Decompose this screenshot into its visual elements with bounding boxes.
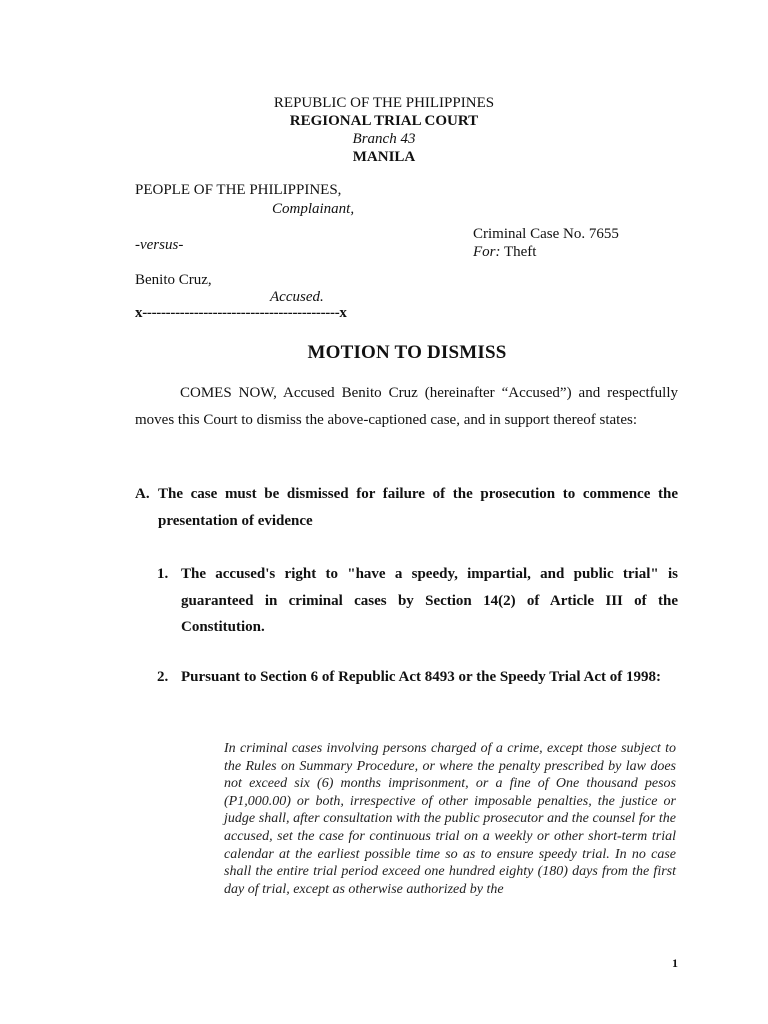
offense-line [473,244,536,261]
section-a-heading [135,481,678,534]
section-a-text: The case must be dismissed for failure of the prosecution to commence the presentation of evidence [158,486,678,529]
offense-label: For: [473,244,501,260]
list-item [157,561,678,641]
section-a-label: A. [135,486,150,502]
republic-line: REPUBLIC OF THE PHILIPPINES [273,95,495,111]
accused-role: Accused. [270,289,324,305]
motion-title: MOTION TO DISMISS [307,342,507,363]
plaintiff-role: Complainant, [272,201,355,217]
statute-quote: In criminal cases involving persons charged of a crime, except those subject to the Rules on Summary Procedure, or where the penalty prescribed by law does not exceed six (6) months imprisonment, or a fine of One thousand pesos (P1,000.00) or both, irrespective of other imposable penalties, the justice or judge shall, after consultation with the public prosecutor and the counsel for the accused, set the case for continuous trial on a weekly or other short-term trial calendar at the earliest possible time so as to ensure speedy trial. In no case shall the entire trial period exceed one hundred eighty (180) days from the first day of trial, except as otherwise authorized by the [224,741,676,897]
case-number: Criminal Case No. 7655 [473,226,619,242]
item-text: The accused's right to "have a speedy, impartial, and public trial" is guaranteed in criminal cases by Section 14(2) of Article III of the Constitution. [181,566,678,635]
item-number: 1. [157,566,169,582]
intro-text: COMES NOW, Accused Benito Cruz (hereinafter “Accused”) and respectfully moves this Court to dismiss the above-captioned case, and in support thereof states: [135,385,678,428]
versus-label: -versus- [135,237,184,253]
branch-line: Branch 43 [352,131,416,147]
item-text: Pursuant to Section 6 of Republic Act 8493 or the Speedy Trial Act of 1998: [181,669,661,685]
page-number: 1 [672,956,678,970]
caption-separator: x------------------------------------------x [135,305,347,321]
court-name: REGIONAL TRIAL COURT [289,113,479,129]
list-item [157,664,678,691]
city-line: MANILA [352,149,416,165]
accused-name: Benito Cruz, [135,272,212,288]
court-header [0,94,768,166]
plaintiff-name: PEOPLE OF THE PHILIPPINES, [135,182,342,198]
offense-value: Theft [503,244,537,260]
item-number: 2. [157,669,169,685]
intro-paragraph [135,380,678,433]
